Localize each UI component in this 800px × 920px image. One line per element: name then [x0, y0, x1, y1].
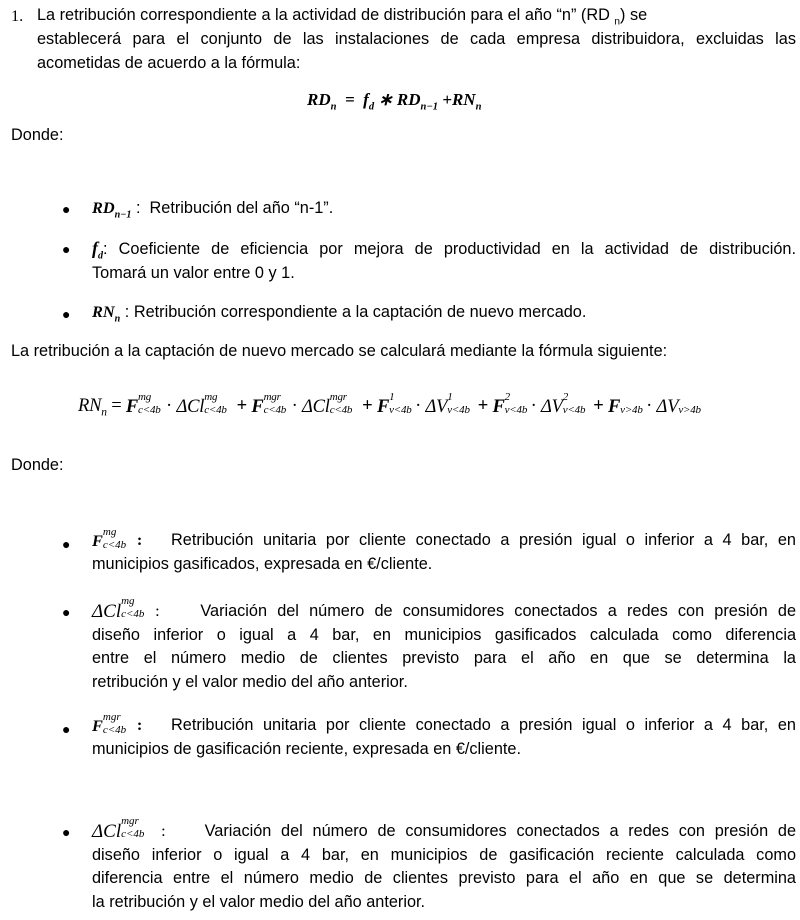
list-item: $RD_{n-1}$ : Retribución del año “n-1”. — [92, 198, 334, 221]
formula-rd: $RD_n = f_d$ ∗ $RD_{n-1} +RN_n$ — [307, 90, 482, 113]
text: ) se — [620, 6, 648, 24]
list-item: F mg c<4b : Retribución unitaria por cliente conectado a presión igual o inferior a 4 bar, en municipios gasificados, expresada en €/cliente. — [92, 525, 796, 573]
intro-text: La retribución a la captación de nuevo mercado se calculará mediante la fórmula siguiente: — [11, 342, 668, 360]
bullet-icon: ● — [62, 201, 71, 217]
subscript: n — [614, 16, 621, 28]
list-item: $RN_n$ : Retribución correspondiente a la captación de nuevo mercado. — [92, 302, 587, 325]
bullet-icon: ● — [62, 604, 71, 620]
bullet-icon: ● — [62, 306, 71, 322]
text: La retribución correspondiente a la actividad de distribución para el año “n” (RD — [37, 6, 610, 24]
bullet-icon: ● — [62, 721, 71, 737]
donde-label: Donde: — [11, 456, 64, 474]
formula-rn: $RN_n = F$ mg c<4b · ΔCl mg c<4b + F mgr c<4b · ΔCl mgr c<4b + F 1 v<4b · ΔV 1 v<4b + F 2 v<4b · ΔV 2 v<4b + F v>4b · ΔV v>4b — [78, 390, 701, 419]
bullet-icon: ● — [62, 824, 71, 840]
paragraph-line — [37, 4, 796, 28]
paragraph-line: acometidas de acuerdo a la fórmula: — [37, 54, 301, 72]
paragraph-line: establecerá para el conjunto de las instalaciones de cada empresa distribuidora, excluidas las — [37, 30, 796, 48]
list-item: ΔCl mgr c<4b : Variación del número de consumidores conectados a redes con presión de diseño inferior o igual a 4 bar, en municipios de gasificación reciente calculada como diferencia entre el número medio de clientes previsto para el año en que se determina la retribución y el valor medio del año anterior. — [92, 815, 796, 911]
bullet-icon: ● — [62, 536, 71, 552]
list-number: 1. — [11, 6, 24, 25]
list-item: ΔCl mg c<4b : Variación del número de consumidores conectados a redes con presión de diseño inferior o igual a 4 bar, en municipios gasificados calculada como diferencia entre el número medio de clientes previsto para el año en que se determina la retribución y el valor medio del año anterior. — [92, 595, 796, 691]
donde-label: Donde: — [11, 126, 64, 144]
list-item: F mgr c<4b : Retribución unitaria por cliente conectado a presión igual o inferior a 4 bar, en municipios de gasificación reciente, expresada en €/cliente. — [92, 710, 796, 758]
bullet-icon: ● — [62, 241, 71, 257]
list-item: $f_d$: Coeficiente de eficiencia por mejora de productividad en la actividad de distribución. Tomará un valor entre 0 y 1. — [92, 238, 796, 282]
